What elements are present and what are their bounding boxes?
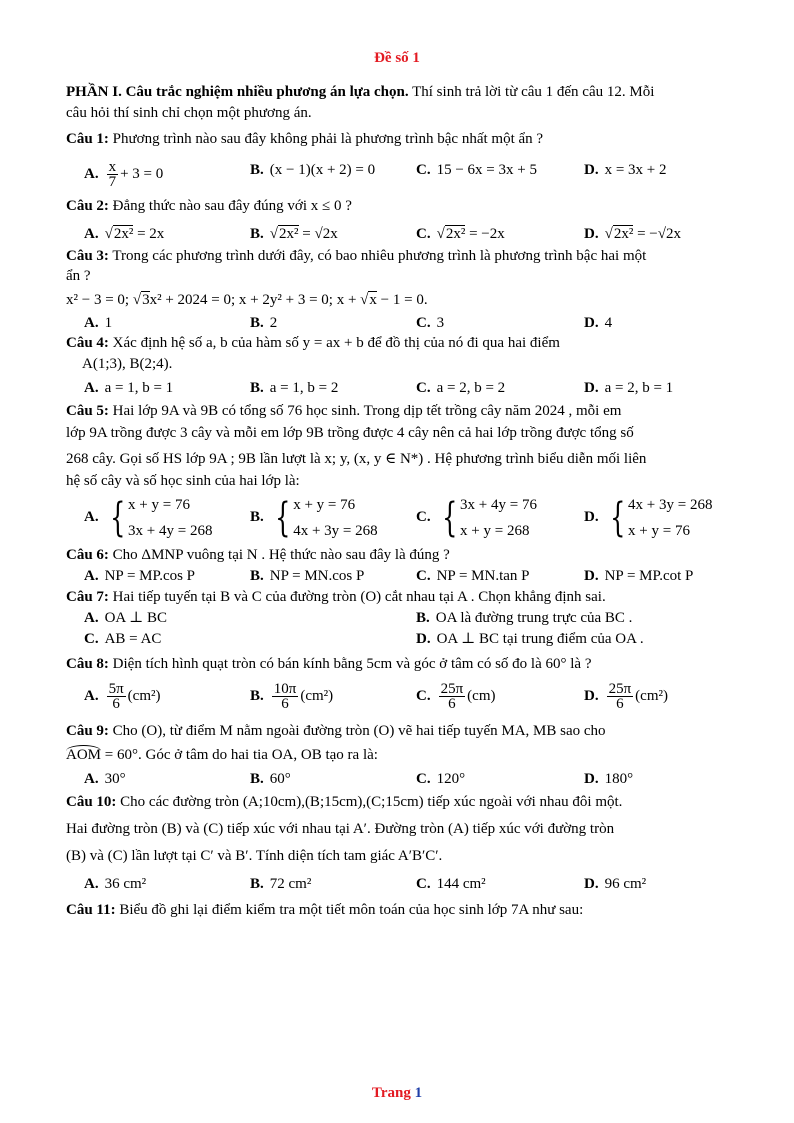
question-4-line-2: A(1;3), B(2;4). <box>82 356 173 372</box>
q4-option-a: A. a = 1, b = 1 <box>84 380 174 396</box>
q7-option-d: D. OA ⊥ BC tại trung điểm của OA . <box>416 631 644 647</box>
question-5-line-2: lớp 9A trồng được 3 cây và mỗi em lớp 9B trồng được 4 cây nên cả hai lớp trồng được tổng số <box>66 425 634 441</box>
q3-option-a: A. 1 <box>84 315 113 331</box>
q6-option-a: A. NP = MP.cos P <box>84 568 196 584</box>
q8-option-d: D. $\frac{25\pi}{6}$ (cm²) <box>584 681 668 712</box>
question-4: Câu 4: Xác định hệ số a, b của hàm số y = ax + b để đồ thị của nó đi qua hai điểm <box>66 335 560 351</box>
q3-option-d: D. 4 <box>584 315 613 331</box>
question-3: Câu 3: Trong các phương trình dưới đây, có bao nhiêu phương trình là phương trình bậc hai một <box>66 248 647 264</box>
page-footer: Trang 1 <box>371 1085 423 1101</box>
q4-option-b: B. a = 1, b = 2 <box>250 380 339 396</box>
q6-option-b: B. NP = MN.cos P <box>250 568 365 584</box>
question-7: Câu 7: Hai tiếp tuyến tại B và C của đường tròn (O) cắt nhau tại A . Chọn khẳng định sai. <box>66 589 606 605</box>
q2-option-a: A. √2x² = 2x <box>84 226 165 242</box>
question-6: Câu 6: Cho ΔMNP vuông tại N . Hệ thức nào sau đây là đúng ? <box>66 547 450 563</box>
question-11: Câu 11: Biểu đồ ghi lại điểm kiểm tra một tiết môn toán của học sinh lớp 7A như sau: <box>66 902 584 918</box>
question-10-line-3: (B) và (C) lần lượt tại C′ và B′. Tính diện tích tam giác A′B′C′. <box>66 848 443 864</box>
question-2: Câu 2: Đẳng thức nào sau đây đúng với x ≤ 0 ? <box>66 198 352 214</box>
part1-line-1: PHẦN I. Câu trắc nghiệm nhiều phương án lựa chọn. Thí sinh trả lời từ câu 1 đến câu 12. Mỗi <box>66 84 655 100</box>
q10-option-d: D. 96 cm² <box>584 876 647 892</box>
exam-title: Đề số 1 <box>374 50 420 66</box>
question-9-line-2: AOM = 60°. Góc ở tâm do hai tia OA, OB tạo ra là: <box>66 747 378 763</box>
question-10-line-2: Hai đường tròn (B) và (C) tiếp xúc với nhau tại A′. Đường tròn (A) tiếp xúc với đường tròn <box>66 821 615 837</box>
question-3-line-2: ẩn ? <box>66 268 91 284</box>
q5-option-d: D. { 4x + 3y = 268 x + y = 76 <box>584 495 713 541</box>
q1-option-b: B. (x − 1)(x + 2) = 0 <box>250 162 376 178</box>
question-5: Câu 5: Hai lớp 9A và 9B có tổng số 76 học sinh. Trong dịp tết trồng cây năm 2024 , mỗi em <box>66 403 622 419</box>
q9-option-d: D. 180° <box>584 771 634 787</box>
q5-option-c: C. { 3x + 4y = 76 x + y = 268 <box>416 495 537 541</box>
q8-option-a: A. $\frac{5\pi}{6}$ (cm²) <box>84 681 161 712</box>
question-9: Câu 9: Cho (O), từ điểm M nằm ngoài đường tròn (O) vẽ hai tiếp tuyến MA, MB sao cho <box>66 723 606 739</box>
q9-option-b: B. 60° <box>250 771 291 787</box>
q4-option-d: D. a = 2, b = 1 <box>584 380 674 396</box>
q8-option-c: C. $\frac{25\pi}{6}$ (cm) <box>416 681 496 712</box>
question-5-line-3: 268 cây. Gọi số HS lớp 9A ; 9B lần lượt là x; y, (x, y ∈ N*) . Hệ phương trình biểu diễn mối liên <box>66 451 647 467</box>
question-5-line-4: hệ số cây và số học sinh của hai lớp là: <box>66 473 300 489</box>
q6-option-c: C. NP = MN.tan P <box>416 568 530 584</box>
question-10: Câu 10: Cho các đường tròn (A;10cm),(B;15cm),(C;15cm) tiếp xúc ngoài với nhau đôi một. <box>66 794 623 810</box>
part1-heading: PHẦN I. Câu trắc nghiệm nhiều phương án lựa chọn. <box>66 84 409 100</box>
q1-option-d: D. x = 3x + 2 <box>584 162 667 178</box>
q3-equations: x² − 3 = 0; √3x² + 2024 = 0; x + 2y² + 3 = 0; x + √x − 1 = 0. <box>66 292 428 308</box>
q10-option-c: C. 144 cm² <box>416 876 486 892</box>
q7-option-c: C. AB = AC <box>84 631 162 647</box>
q6-option-d: D. NP = MP.cot P <box>584 568 694 584</box>
part1-line-2: câu hỏi thí sinh chỉ chọn một phương án. <box>66 105 312 121</box>
q5-option-b: B. { x + y = 76 4x + 3y = 268 <box>250 495 378 541</box>
q2-option-c: C. √2x² = −2x <box>416 226 505 242</box>
q7-option-b: B. OA là đường trung trực của BC . <box>416 610 633 626</box>
question-1: Câu 1: Phương trình nào sau đây không phải là phương trình bậc nhất một ẩn ? <box>66 131 544 147</box>
q10-option-a: A. 36 cm² <box>84 876 147 892</box>
q10-option-b: B. 72 cm² <box>250 876 312 892</box>
q5-option-a: A. { x + y = 76 3x + 4y = 268 <box>84 495 213 541</box>
q8-option-b: B. $\frac{10\pi}{6}$ (cm²) <box>250 681 334 712</box>
q2-option-b: B. √2x² = √2x <box>250 226 338 242</box>
q2-option-d: D. √2x² = −√2x <box>584 226 681 242</box>
q3-option-b: B. 2 <box>250 315 278 331</box>
q1-option-c: C. 15 − 6x = 3x + 5 <box>416 162 537 178</box>
q7-option-a: A. OA ⊥ BC <box>84 610 168 626</box>
q1-option-a: A. $\frac{x}{7}$ + 3 = 0 <box>84 159 164 190</box>
q9-option-a: A. 30° <box>84 771 126 787</box>
q9-option-c: C. 120° <box>416 771 466 787</box>
q3-option-c: C. 3 <box>416 315 445 331</box>
question-8: Câu 8: Diện tích hình quạt tròn có bán kính bằng 5cm và góc ở tâm có số đo là 60° là ? <box>66 656 592 672</box>
q4-option-c: C. a = 2, b = 2 <box>416 380 506 396</box>
